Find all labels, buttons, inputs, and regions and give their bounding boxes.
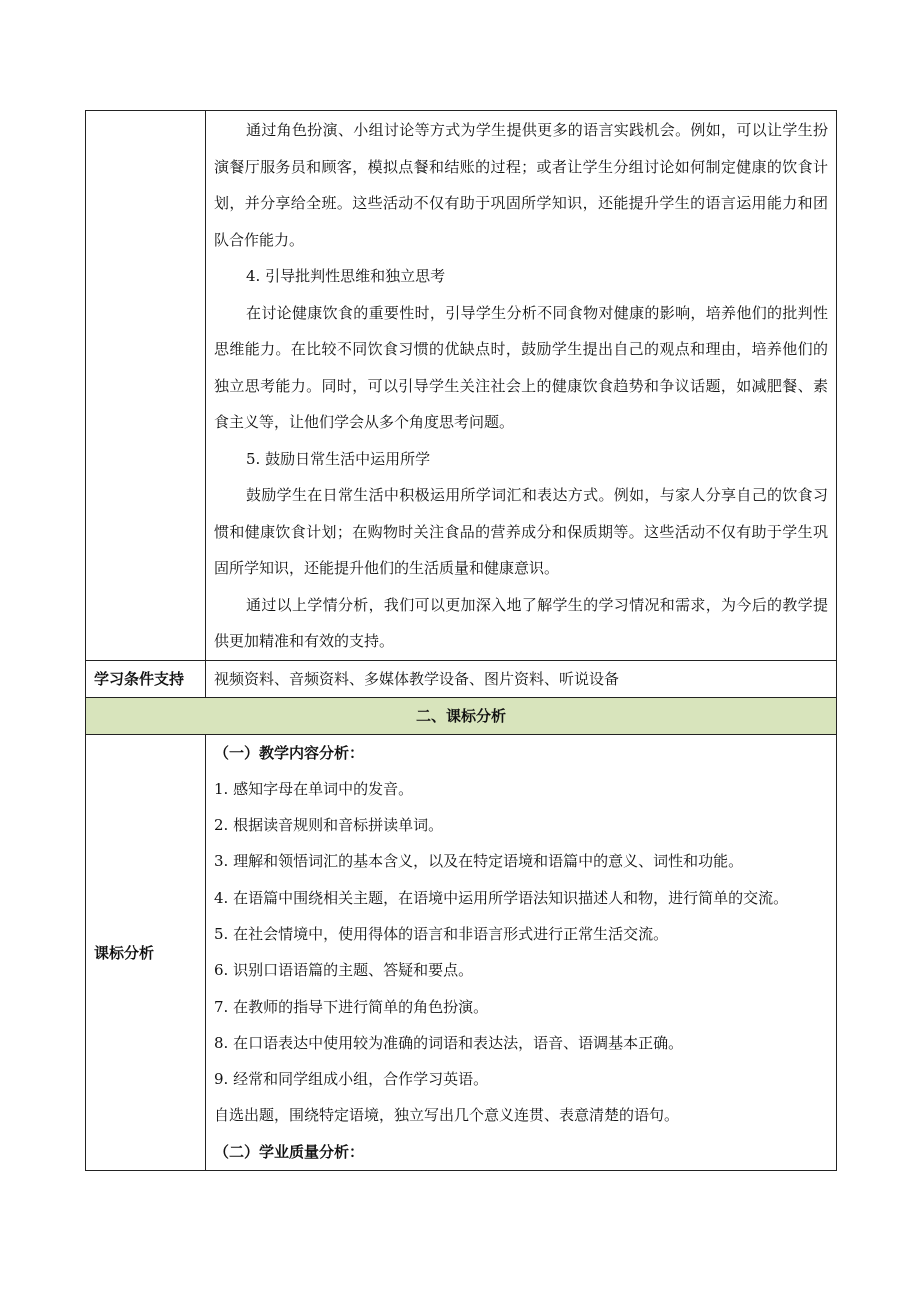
standard-item: 1. 感知字母在单词中的发音。 [214,779,414,798]
empty-label-cell [86,111,206,661]
standard-item: 5. 在社会情境中，使用得体的语言和非语言形式进行正常生活交流。 [214,924,669,943]
paragraph-critical-thinking: 在讨论健康饮食的重要性时，引导学生分析不同食物对健康的影响，培养他们的批判性思维能力。在比较不同饮食习惯的优缺点时，鼓励学生提出自己的观点和理由，培养他们的独立思考能力。同时，可以引导学生关注社会上的健康饮食趋势和争议话题，如减肥餐、素食主义等，让他们学会从多个角度思考问题。 [214,303,828,431]
academic-quality-heading: （二）学业质量分析： [214,1142,365,1161]
section-title: 二、课标分析 [86,697,837,734]
lesson-plan-table [85,110,837,1171]
standard-item: 4. 在语篇中围绕相关主题，在语境中运用所学语法知识描述人和物，进行简单的交流。 [214,888,789,907]
standard-item: 自选出题，围绕特定语境，独立写出几个意义连贯、表意清楚的语句。 [214,1106,680,1125]
subheading-critical-thinking: 4. 引导批判性思维和独立思考 [246,267,446,285]
paragraph-practice: 通过角色扮演、小组讨论等方式为学生提供更多的语言实践机会。例如，可以让学生扮演餐厅服务员和顾客，模拟点餐和结账的过程；或者让学生分组讨论如何制定健康的饮食计划，并分享给全班。这些活动不仅有助于巩固所学知识，还能提升学生的语言运用能力和团队合作能力。 [214,121,828,249]
standard-item: 3. 理解和领悟词汇的基本含义，以及在特定语境和语篇中的意义、词性和功能。 [214,852,744,871]
support-value [206,660,837,697]
section-header-row [86,697,837,734]
subheading-daily-use: 5. 鼓励日常生活中运用所学 [246,449,431,468]
support-row [86,660,837,697]
standard-item: 2. 根据读音规则和音标拼读单词。 [214,816,444,835]
standard-item: 6. 识别口语语篇的主题、答疑和要点。 [214,961,474,980]
standards-label: 课标分析 [86,734,206,1171]
standard-item: 9. 经常和同学组成小组，合作学习英语。 [214,1070,489,1089]
analysis-continuation-row [86,111,837,661]
standards-row [86,734,837,1171]
standard-item: 7. 在教师的指导下进行简单的角色扮演。 [214,997,489,1016]
teaching-content-heading: （一）教学内容分析： [214,743,365,762]
standard-item: 8. 在口语表达中使用较为准确的词语和表达法，语音、语调基本正确。 [214,1033,684,1052]
support-label: 学习条件支持 [86,660,206,697]
analysis-content-cell [206,111,837,661]
paragraph-daily-use: 鼓励学生在日常生活中积极运用所学词汇和表达方式。例如，与家人分享自己的饮食习惯和健康饮食计划；在购物时关注食品的营养成分和保质期等。这些活动不仅有助于学生巩固所学知识，还能提升他们的生活质量和健康意识。 [214,486,828,577]
standards-content-cell [206,734,837,1171]
paragraph-summary: 通过以上学情分析，我们可以更加深入地了解学生的学习情况和需求，为今后的教学提供更加精准和有效的支持。 [214,595,828,650]
support-value-text: 视频资料、音频资料、多媒体教学设备、图片资料、听说设备 [214,670,620,688]
